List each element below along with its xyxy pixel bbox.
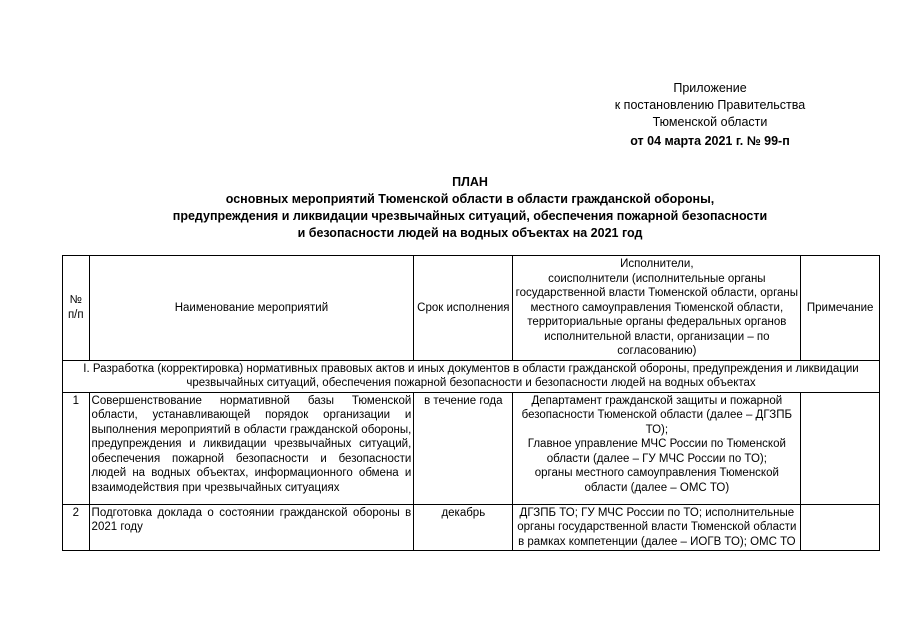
header-exec-line-1: Исполнители, (620, 258, 694, 270)
row-1-num: 1 (63, 392, 90, 504)
section-title: I. Разработка (корректировка) нормативных правовых актов и иных документов в области гражданской обороны, предупреждения и ликвидации чрезвычайных ситуаций, обеспечения пожарной безопасности и безопасности людей на водных объектах (63, 360, 880, 392)
title-line-1: ПЛАН (452, 175, 488, 189)
row-1-name: Совершенствование нормативной базы Тюменской области, устанавливающей порядок организации и выполнения мероприятий в области гражданской обороны, предупреждения и ликвидации чрезвычайных ситуаций, обеспечения пожарной безопасности и безопасности людей на водных объектах, информационного обмена и взаимодействия при чрезвычайных ситуациях (89, 392, 414, 504)
header-name: Наименование мероприятий (89, 256, 414, 361)
row-2-exec (513, 504, 801, 551)
title-line-4: и безопасности людей на водных объектах на 2021 год (297, 226, 643, 240)
row-2-term: декабрь (414, 504, 513, 551)
table-row (63, 392, 880, 504)
table-row (63, 504, 880, 551)
approval-line-2: к постановлению Правительства (614, 98, 806, 112)
header-term: Срок исполнения (414, 256, 513, 361)
approval-line-1: Приложение (673, 81, 747, 95)
approval-line-3: Тюменской области (652, 115, 768, 129)
header-exec-line-2: соисполнители (исполнительные органы государственной власти Тюменской области, органы местного самоуправления Тюменской области, территориальные органы федеральных органов исполнительной власти, организации – по согласованию) (515, 272, 799, 357)
row-1-exec-line-1: Департамент гражданской защиты и пожарной безопасности Тюменской области (далее – ДГЗПБ ТО); (521, 394, 793, 436)
header-note: Примечание (801, 256, 880, 361)
title-line-2: основных мероприятий Тюменской области в области гражданской обороны, (225, 192, 715, 206)
header-exec (513, 256, 801, 361)
approval-block (560, 80, 905, 150)
approval-date: от 04 марта 2021 г. № 99-п (630, 134, 790, 148)
table-header-row (63, 256, 880, 361)
row-2-exec-line-1: ДГЗПБ ТО; ГУ МЧС России по ТО; исполнительные органы государственной власти Тюменской области в рамках компетенции (далее – ИОГВ ТО); ОМС ТО (517, 506, 797, 548)
row-1-note (801, 392, 880, 504)
row-1-exec-line-2: Главное управление МЧС России по Тюменской области (далее – ГУ МЧС России по ТО); (527, 438, 786, 465)
header-num: № п/п (63, 256, 90, 361)
title-line-3: предупреждения и ликвидации чрезвычайных ситуаций, обеспечения пожарной безопасности (172, 209, 768, 223)
row-2-num: 2 (63, 504, 90, 551)
row-1-exec (513, 392, 801, 504)
section-row (63, 360, 880, 392)
document-title (60, 174, 880, 242)
row-2-note (801, 504, 880, 551)
row-1-exec-line-3: органы местного самоуправления Тюменской области (далее – ОМС ТО) (534, 467, 779, 494)
plan-table (62, 255, 880, 551)
row-2-name: Подготовка доклада о состоянии гражданской обороны в 2021 году (89, 504, 414, 551)
row-1-term: в течение года (414, 392, 513, 504)
